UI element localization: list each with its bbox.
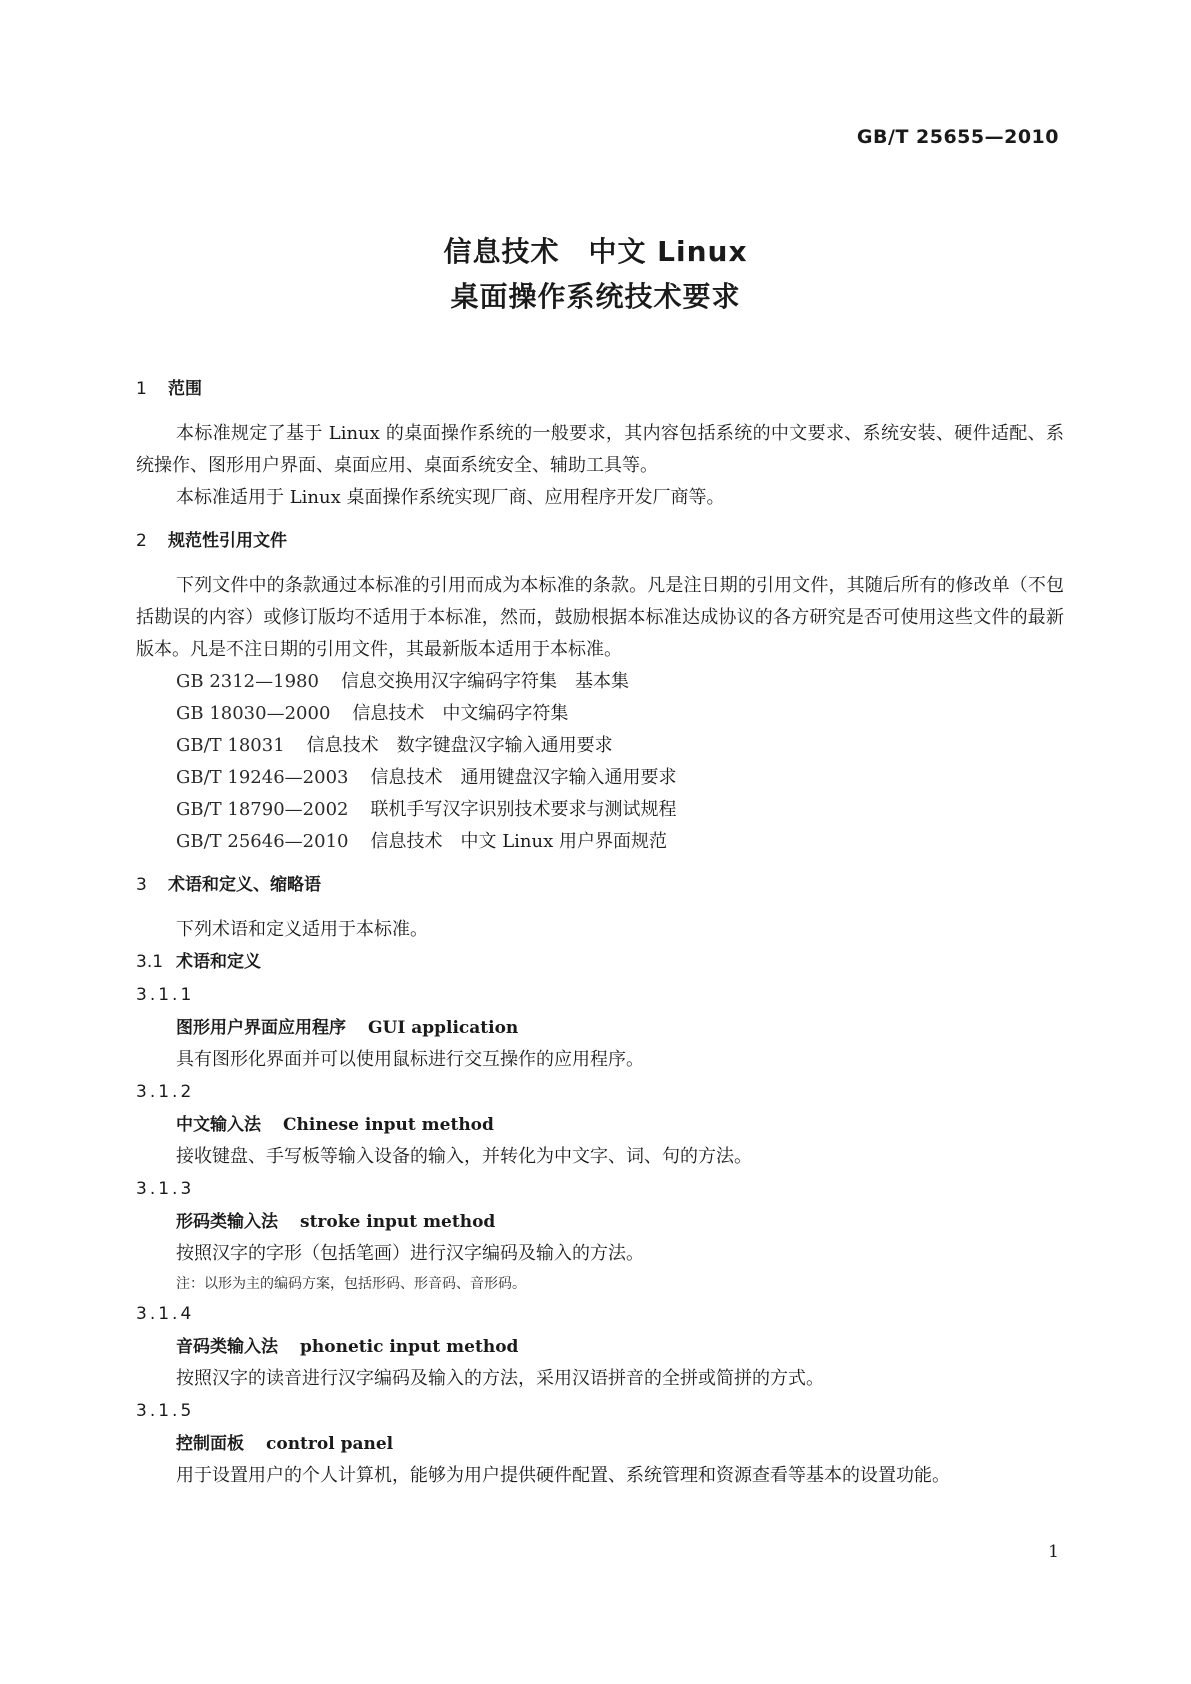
reference-item: [136, 794, 1064, 826]
term-heading: [136, 1331, 1064, 1363]
section-title: 范围: [168, 379, 202, 399]
scope-paragraph-2: 本标准适用于 Linux 桌面操作系统实现厂商、应用程序开发厂商等。: [176, 487, 725, 508]
term-number: 3.1.5: [136, 1401, 195, 1421]
term-number: 3.1.2: [136, 1082, 195, 1102]
section-title: 规范性引用文件: [168, 531, 287, 551]
reference-title: 联机手写汉字识别技术要求与测试规程: [370, 799, 677, 820]
section-number: 3: [136, 875, 147, 895]
document-body: [136, 372, 1064, 1492]
term-chinese: 形码类输入法: [176, 1212, 278, 1232]
term-heading: [136, 1428, 1064, 1460]
term-definition: 接收键盘、手写板等输入设备的输入，并转化为中文字、词、句的方法。: [176, 1146, 752, 1167]
reference-title: 信息技术 数字键盘汉字输入通用要求: [306, 735, 613, 756]
document-title-line1: 信息技术 中文 Linux: [443, 235, 748, 268]
reference-code: GB 2312—1980: [176, 671, 319, 692]
section-number: 1: [136, 379, 147, 399]
reference-code: GB/T 19246—2003: [176, 767, 349, 788]
references-intro-paragraph: 下列文件中的条款通过本标准的引用而成为本标准的条款。凡是注日期的引用文件，其随后所有的修改单（不包括勘误的内容）或修订版均不适用于本标准，然而，鼓励根据本标准达成协议的各方研究是否可使用这些文件的最新版本。凡是不注日期的引用文件，其最新版本适用于本标准。: [136, 575, 1064, 660]
section-title: 术语和定义、缩略语: [168, 875, 321, 895]
term-number: 3.1.4: [136, 1304, 195, 1324]
subsection-heading-terms-definitions: [136, 946, 1064, 979]
term-note: 注：以形为主的编码方案，包括形码、形音码、音形码。: [176, 1276, 526, 1292]
reference-title: 信息交换用汉字编码字符集 基本集: [340, 671, 629, 692]
term-english: Chinese input method: [283, 1115, 494, 1135]
reference-code: GB/T 18031: [176, 735, 285, 756]
subsection-number: 3.1: [136, 952, 164, 972]
reference-item: [136, 826, 1064, 858]
reference-code: GB/T 18790—2002: [176, 799, 349, 820]
reference-item: [136, 762, 1064, 794]
subsection-title: 术语和定义: [176, 952, 261, 972]
term-heading: [136, 1012, 1064, 1044]
reference-title: 信息技术 中文 Linux 用户界面规范: [370, 831, 667, 852]
term-english: GUI application: [368, 1018, 519, 1038]
reference-item: [136, 730, 1064, 762]
section-heading-scope: [136, 372, 1064, 406]
term-chinese: 音码类输入法: [176, 1337, 278, 1357]
term-heading: [136, 1109, 1064, 1141]
term-heading: [136, 1206, 1064, 1238]
reference-code: GB/T 25646—2010: [176, 831, 349, 852]
section-heading-terms: [136, 868, 1064, 902]
reference-title: 信息技术 通用键盘汉字输入通用要求: [370, 767, 677, 788]
term-number: 3.1.1: [136, 985, 195, 1005]
term-definition: 具有图形化界面并可以使用鼠标进行交互操作的应用程序。: [176, 1049, 644, 1070]
term-english: control panel: [266, 1434, 394, 1454]
term-english: stroke input method: [300, 1212, 496, 1232]
section-number: 2: [136, 531, 147, 551]
term-english: phonetic input method: [300, 1337, 519, 1357]
term-chinese: 图形用户界面应用程序: [176, 1018, 346, 1038]
reference-item: [136, 698, 1064, 730]
term-chinese: 中文输入法: [176, 1115, 261, 1135]
term-chinese: 控制面板: [176, 1434, 244, 1454]
term-number: 3.1.3: [136, 1179, 195, 1199]
page-number: 1: [1048, 1542, 1059, 1562]
scope-paragraph-1: 本标准规定了基于 Linux 的桌面操作系统的一般要求，其内容包括系统的中文要求、系统安装、硬件适配、系统操作、图形用户界面、桌面应用、桌面系统安全、辅助工具等。: [136, 423, 1064, 476]
reference-code: GB 18030—2000: [176, 703, 331, 724]
document-title-line2: 桌面操作系统技术要求: [450, 280, 741, 313]
reference-item: [136, 666, 1064, 698]
term-definition: 按照汉字的读音进行汉字编码及输入的方法，采用汉语拼音的全拼或简拼的方式。: [176, 1368, 824, 1389]
section-heading-normative-references: [136, 524, 1064, 558]
standard-number: GB/T 25655—2010: [856, 126, 1059, 148]
term-definition: 按照汉字的字形（包括笔画）进行汉字编码及输入的方法。: [176, 1243, 644, 1264]
term-definition: 用于设置用户的个人计算机，能够为用户提供硬件配置、系统管理和资源查看等基本的设置功能。: [176, 1465, 950, 1486]
terms-intro-paragraph: 下列术语和定义适用于本标准。: [176, 919, 428, 940]
reference-title: 信息技术 中文编码字符集: [352, 703, 569, 724]
